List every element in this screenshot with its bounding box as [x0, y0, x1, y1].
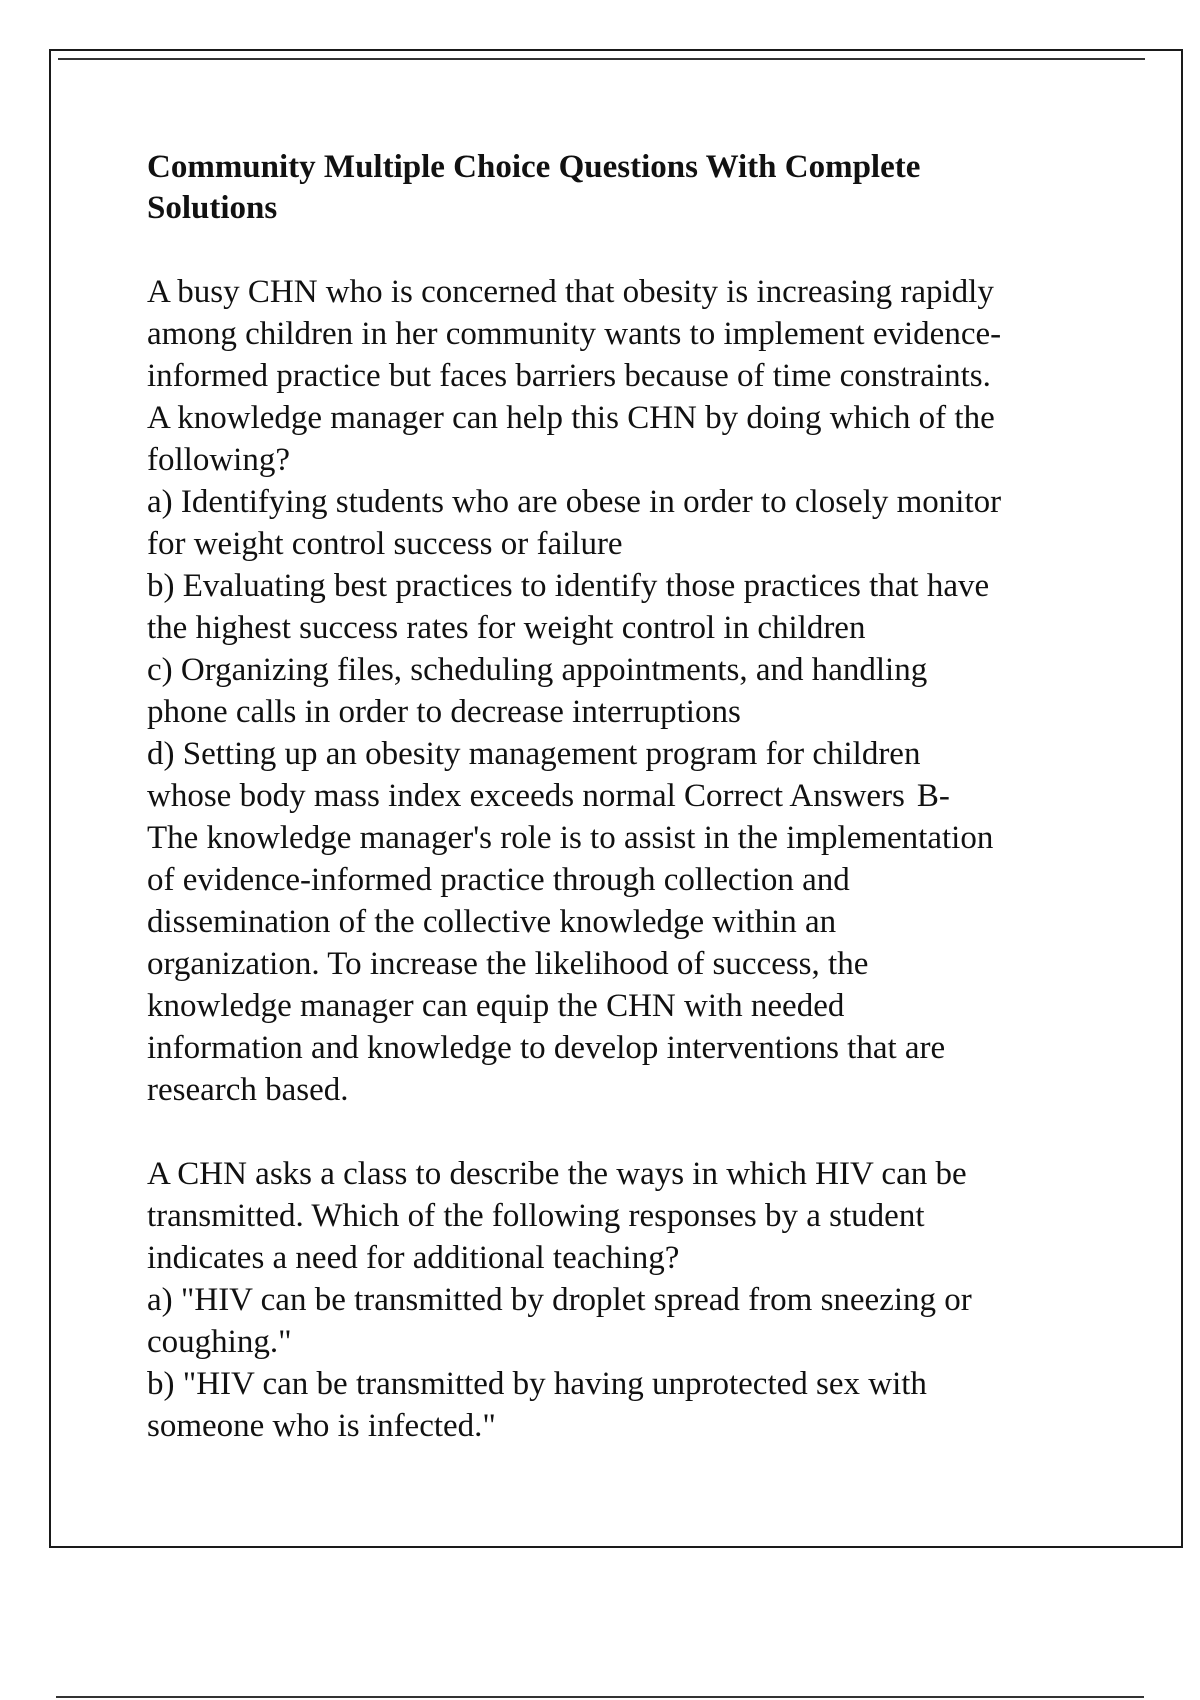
- question-1-line: A busy CHN who is concerned that obesity is increasing rapidly: [147, 274, 994, 310]
- document-title: [147, 147, 1137, 229]
- option-a-line: coughing.": [147, 1324, 292, 1360]
- option-b-line: someone who is infected.": [147, 1408, 496, 1444]
- option-b-line: b) Evaluating best practices to identify those practices that have: [147, 568, 990, 604]
- title-line-1: Community Multiple Choice Questions With Complete: [147, 149, 921, 185]
- explanation-line: information and knowledge to develop interventions that are: [147, 1030, 946, 1066]
- explanation-line: research based.: [147, 1072, 349, 1108]
- question-2-line: A CHN asks a class to describe the ways in which HIV can be: [147, 1156, 967, 1192]
- option-b-line: b) "HIV can be transmitted by having unprotected sex with: [147, 1366, 927, 1402]
- option-a-line: a) "HIV can be transmitted by droplet spread from sneezing or: [147, 1282, 972, 1318]
- explanation-line: dissemination of the collective knowledge within an: [147, 904, 837, 940]
- option-d-line: d) Setting up an obesity management program for children: [147, 736, 921, 772]
- question-1-line: following?: [147, 442, 290, 478]
- explanation-line: knowledge manager can equip the CHN with needed: [147, 988, 845, 1024]
- option-a-line: for weight control success or failure: [147, 526, 623, 562]
- bottom-rule-divider: [56, 1696, 1144, 1698]
- explanation-line: of evidence-informed practice through collection and: [147, 862, 850, 898]
- correct-answer-letter: B-: [916, 778, 950, 814]
- option-d-answer-line: [147, 775, 1137, 817]
- option-c-line: phone calls in order to decrease interruptions: [147, 694, 741, 730]
- explanation-line: The knowledge manager's role is to assist in the implementation: [147, 820, 994, 856]
- option-c-line: c) Organizing files, scheduling appointments, and handling: [147, 652, 928, 688]
- question-1-line: informed practice but faces barriers because of time constraints.: [147, 358, 991, 394]
- question-2-line: indicates a need for additional teaching?: [147, 1240, 680, 1276]
- question-1-line: A knowledge manager can help this CHN by doing which of the: [147, 400, 995, 436]
- explanation-line: organization. To increase the likelihood of success, the: [147, 946, 869, 982]
- top-rule-divider: [58, 58, 1145, 60]
- question-2: [147, 1153, 1137, 1447]
- title-line-2: Solutions: [147, 190, 278, 226]
- answer-line-prefix: whose body mass index exceeds normal Correct Answers: [147, 778, 905, 814]
- option-b-line: the highest success rates for weight control in children: [147, 610, 866, 646]
- page-frame: [49, 49, 1183, 1548]
- question-1: [147, 271, 1137, 1111]
- question-2-line: transmitted. Which of the following responses by a student: [147, 1198, 925, 1234]
- question-1-line: among children in her community wants to implement evidence-: [147, 316, 1002, 352]
- document-content: [147, 147, 1137, 1447]
- option-a-line: a) Identifying students who are obese in order to closely monitor: [147, 484, 1002, 520]
